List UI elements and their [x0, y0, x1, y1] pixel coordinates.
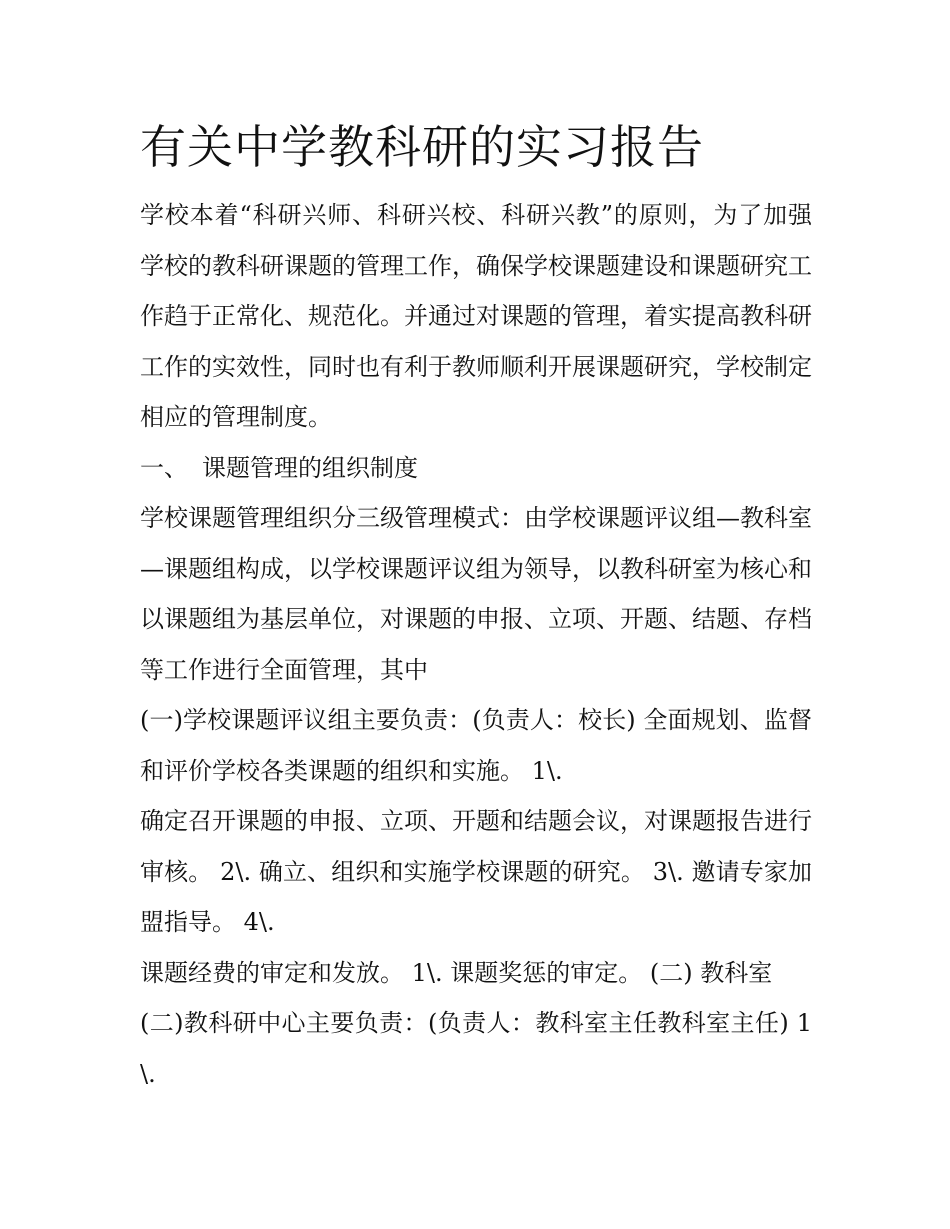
document-title: 有关中学教科研的实习报告: [140, 120, 704, 174]
research-center-paragraph: (二)教科研中心主要负责：(负责人：教科室主任教科室主任) 1\.: [140, 1009, 812, 1088]
section-number: 一、: [140, 453, 188, 482]
document-body: [140, 112, 812, 1099]
organization-paragraph: 学校课题管理组织分三级管理模式：由学校课题评议组—教科室—课题组构成，以学校课题评议组为领导，以教科研室为核心和以课题组为基层单位，对课题的申报、立项、开题、结题、存档等工作进行全面管理，其中: [140, 504, 812, 684]
intro-paragraph: 学校本着“科研兴师、科研兴校、科研兴教”的原则，为了加强学校的教科研课题的管理工作，确保学校课题建设和课题研究工作趋于正常化、规范化。并通过对课题的管理，着实提高教科研工作的实效性，同时也有利于教师顺利开展课题研究，学校制定相应的管理制度。: [140, 201, 812, 431]
section-heading: [140, 443, 812, 494]
review-group-paragraph: (一)学校课题评议组主要负责：(负责人：校长) 全面规划、监督和评价学校各类课题的组织和实施。 1\.: [140, 706, 812, 785]
funding-paragraph: 课题经费的审定和发放。 1\. 课题奖惩的审定。 (二) 教科室: [140, 958, 773, 987]
section-heading-text: 课题管理的组织制度: [202, 453, 418, 482]
review-duties-paragraph: 确定召开课题的申报、立项、开题和结题会议，对课题报告进行审核。 2\. 确立、组织和实施学校课题的研究。 3\. 邀请专家加盟指导。 4\.: [140, 807, 812, 936]
